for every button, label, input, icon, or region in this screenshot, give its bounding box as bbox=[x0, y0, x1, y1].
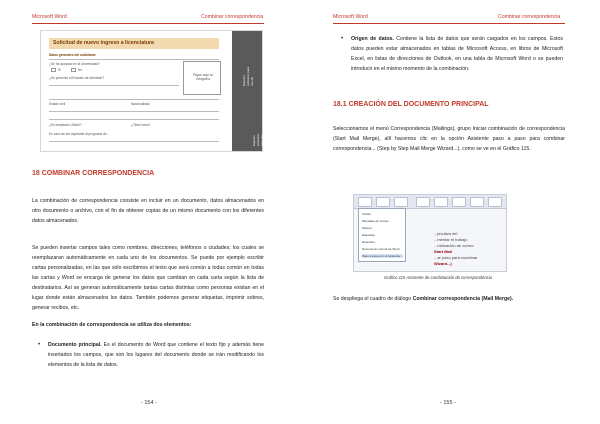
left-header-title: Microsoft Word bbox=[32, 14, 67, 20]
form-option-no: No bbox=[78, 68, 83, 72]
page-number-left: - 154 - bbox=[141, 400, 157, 406]
menu-item-envelopes[interactable]: Sobres... bbox=[362, 226, 375, 230]
application-form-image bbox=[40, 30, 268, 152]
section-heading: 18 COMBINAR CORRESPONDENCIA bbox=[32, 170, 155, 177]
doc-line: ...ar paso para combinar bbox=[434, 255, 478, 260]
left-header-rule bbox=[32, 23, 264, 24]
left-header-chapter: Combinar correspondencia bbox=[201, 14, 264, 20]
start-mail-merge-icon bbox=[358, 197, 372, 207]
menu-item-labels[interactable]: Etiquetas... bbox=[362, 233, 378, 237]
ribbon bbox=[354, 195, 507, 209]
form-question-6: ¿Tiene beca? bbox=[131, 123, 151, 127]
figure-caption: Gráfico 115 Asistente de combinación de correspondencia bbox=[384, 275, 493, 280]
right-header-rule bbox=[333, 23, 565, 24]
paragraph-dialog-text: Se despliega el cuadro de diálogo bbox=[333, 296, 413, 302]
form-line bbox=[49, 141, 219, 142]
form-title: Solicitud de nuevo ingreso a licenciatura bbox=[49, 38, 219, 49]
start-mail-merge-menu bbox=[358, 208, 406, 262]
doc-line: ...jecutiva del bbox=[434, 231, 458, 236]
select-recipients-icon bbox=[376, 197, 390, 207]
address-block-icon bbox=[434, 197, 448, 207]
rules-icon bbox=[488, 197, 502, 207]
paragraph-dialog bbox=[333, 294, 565, 304]
page-number-right: - 155 - bbox=[440, 400, 456, 406]
bullet-main-document bbox=[48, 340, 264, 370]
paragraph-fields: Se pueden insertar campos tales como nombres, direcciones, teléfonos o ciudades; los cuales se reemplazaran automáticamente en cada uno de los documentos. Se puede por ejemplo escribir cartas personalizadas, en las que sólo escribimos el texto que será común a todas común en todas las cartas y Word se encarga de generar los datos que cambian en cada carta según la lista de destinatarios. Así se generan automáticamente tantas cartas distintas como personas existan en el lugar donde están almacenados los datos. También podemos generar etiquetas, imprimir sobres, generar recibos, etc. bbox=[32, 245, 264, 311]
document-snippet bbox=[434, 231, 477, 267]
form-question-7: En caso de ser aspirante al programa de... bbox=[49, 132, 110, 136]
bullet-dot: • bbox=[341, 36, 344, 42]
bullet-main-document-term: Documento principal. bbox=[48, 342, 102, 348]
right-header-title: Microsoft Word bbox=[333, 14, 368, 20]
paragraph-intro: La combinación de correspondencia consiste en incluir en un documento, datos almacenados en otro documento o archivo, con el fin de obtener copias de un mismo documento con los diferentes datos almacenados. bbox=[32, 198, 264, 224]
form-question-3: Estado civil bbox=[49, 102, 66, 106]
menu-item-directory[interactable]: Directorio bbox=[362, 240, 375, 244]
bullet-data-source bbox=[351, 34, 563, 74]
form-side-label-top: Espacio exclusivo para uso de bbox=[242, 66, 254, 86]
form-question-5: ¿Es empleado UNAM? bbox=[49, 123, 82, 127]
greeting-line-icon bbox=[452, 197, 466, 207]
word-mailings-screenshot bbox=[353, 194, 507, 272]
menu-item-letters[interactable]: Cartas bbox=[362, 212, 371, 216]
photo-box-label: Pegue aquí su fotografía bbox=[192, 73, 214, 81]
form-section-label: Datos generales del solicitante bbox=[49, 53, 96, 57]
menu-item-wizard[interactable]: Paso a paso por el Asistente... bbox=[362, 254, 403, 258]
highlight-fields-icon bbox=[416, 197, 430, 207]
bullet-main-document-text: Es el documento de Word que contiene el texto fijo y además tiene insertados los campos, que son los lugares del documento donde se irán modificando los elementos de la lista de datos. bbox=[48, 342, 264, 368]
form-option-yes: Sí bbox=[58, 68, 62, 72]
form-line bbox=[49, 111, 219, 112]
doc-line: ...mentar el trabajo bbox=[434, 237, 468, 242]
right-header-chapter: Combinar correspondencia bbox=[498, 14, 561, 20]
bullet-dot: • bbox=[38, 342, 41, 348]
insert-field-icon bbox=[470, 197, 484, 207]
bullet-data-source-term: Origen de datos. bbox=[351, 36, 394, 42]
form-question-4: Nacionalidad bbox=[131, 102, 150, 106]
paragraph-mailings: Seleccionamos el menú Correspondencia (Mailings), grupo Iniciar combinación de correspondencia (Start Mail Merge), allí hacemos clic en la opción Asistente paso a paso para combinar correspondencia... (Step by Step Mail Merge Wizard...), como se ve en el Gráfico 115. bbox=[333, 126, 565, 152]
form-side-band bbox=[232, 31, 268, 151]
paragraph-elements: En la combinación de correspondencia se utiliza dos elementos: bbox=[32, 322, 192, 328]
form-question-2: ¿Se presentó al Examen de Admisión? bbox=[49, 76, 105, 80]
bullet-data-source-text: Contiene la lista de datos que serán cargados en los campos. Estos datos pueden estar almacenados en tablas de Microsoft Access, en libros de Microsoft Excel, en listas de direcciones de Outlook, en una tabla de Microsoft Word o se pueden introducir en el mismo momento de la combinación. bbox=[351, 36, 563, 72]
form-checkbox bbox=[71, 68, 76, 72]
form-question-1: ¿Se ha apoyado en la Universidad? bbox=[49, 62, 100, 66]
doc-line-bold: Wizard...) bbox=[434, 261, 452, 266]
menu-item-normal-document[interactable]: Documento normal de Word bbox=[362, 247, 400, 251]
form-line bbox=[49, 119, 219, 120]
subsection-heading: 18.1 CREACIÓN DEL DOCUMENTO PRINCIPAL bbox=[333, 101, 489, 108]
edit-list-icon bbox=[394, 197, 408, 207]
doc-line: ...mbinación de correo bbox=[434, 243, 474, 248]
form-checkbox bbox=[51, 68, 56, 72]
form-side-label-bottom: Espacio exclusivo para uso de bbox=[252, 133, 268, 146]
form-line bbox=[49, 99, 219, 100]
form-line bbox=[49, 59, 219, 60]
menu-item-email[interactable]: Mensajes de correo... bbox=[362, 219, 391, 223]
doc-line-bold: Start Mail bbox=[434, 249, 453, 254]
form-line bbox=[49, 85, 179, 86]
paragraph-dialog-bold: Combinar correspondencia (Mail Merge). bbox=[412, 296, 514, 302]
